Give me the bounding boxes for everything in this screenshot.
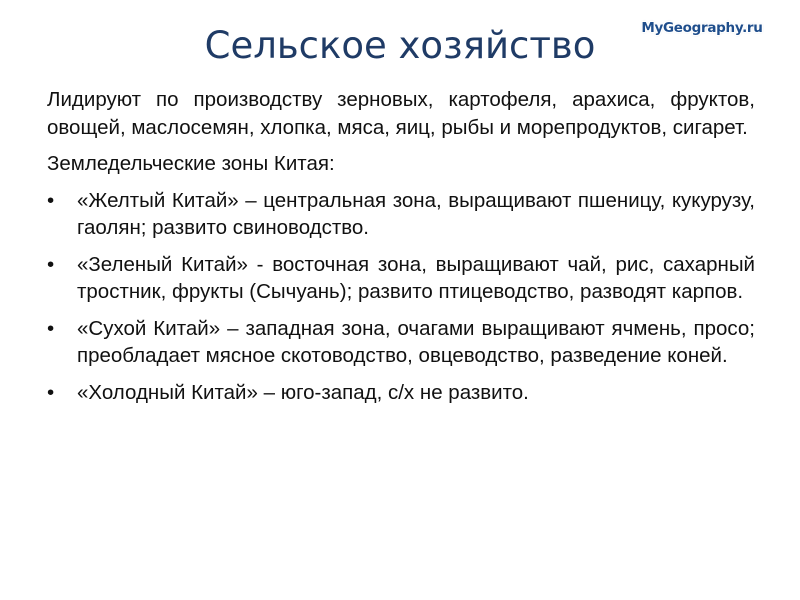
zones-list xyxy=(47,187,755,407)
zone-text: «Холодный Китай» – юго-запад, с/х не развито. xyxy=(77,380,529,404)
site-logo: MyGeography.ru xyxy=(641,20,763,36)
list-item xyxy=(47,251,755,306)
list-item xyxy=(47,187,755,242)
slide-content xyxy=(47,86,755,415)
zones-heading: Земледельческие зоны Китая: xyxy=(47,152,335,175)
slide-title: Сельское хозяйство xyxy=(204,24,596,67)
bullet-icon: • xyxy=(47,380,55,404)
list-item xyxy=(47,315,755,370)
zone-text: «Зеленый Китай» - восточная зона, выращивают чай, рис, сахарный тростник, фрукты (Сычуань); развито птицеводство, разводят карпов. xyxy=(77,252,755,303)
zone-text: «Сухой Китай» – западная зона, очагами выращивают ячмень, просо; преобладает мясное скотоводство, овцеводство, разведение коней. xyxy=(77,316,755,367)
list-item xyxy=(47,379,755,407)
bullet-icon: • xyxy=(47,188,55,212)
bullet-icon: • xyxy=(47,316,55,340)
zone-text: «Желтый Китай» – центральная зона, выращивают пшеницу, кукурузу, гаолян; развито свиноводство. xyxy=(77,188,755,239)
intro-paragraph: Лидируют по производству зерновых, картофеля, арахиса, фруктов, овощей, маслосемян, хлопка, мяса, яиц, рыбы и морепродуктов, сигарет. xyxy=(47,88,755,139)
bullet-icon: • xyxy=(47,252,55,276)
